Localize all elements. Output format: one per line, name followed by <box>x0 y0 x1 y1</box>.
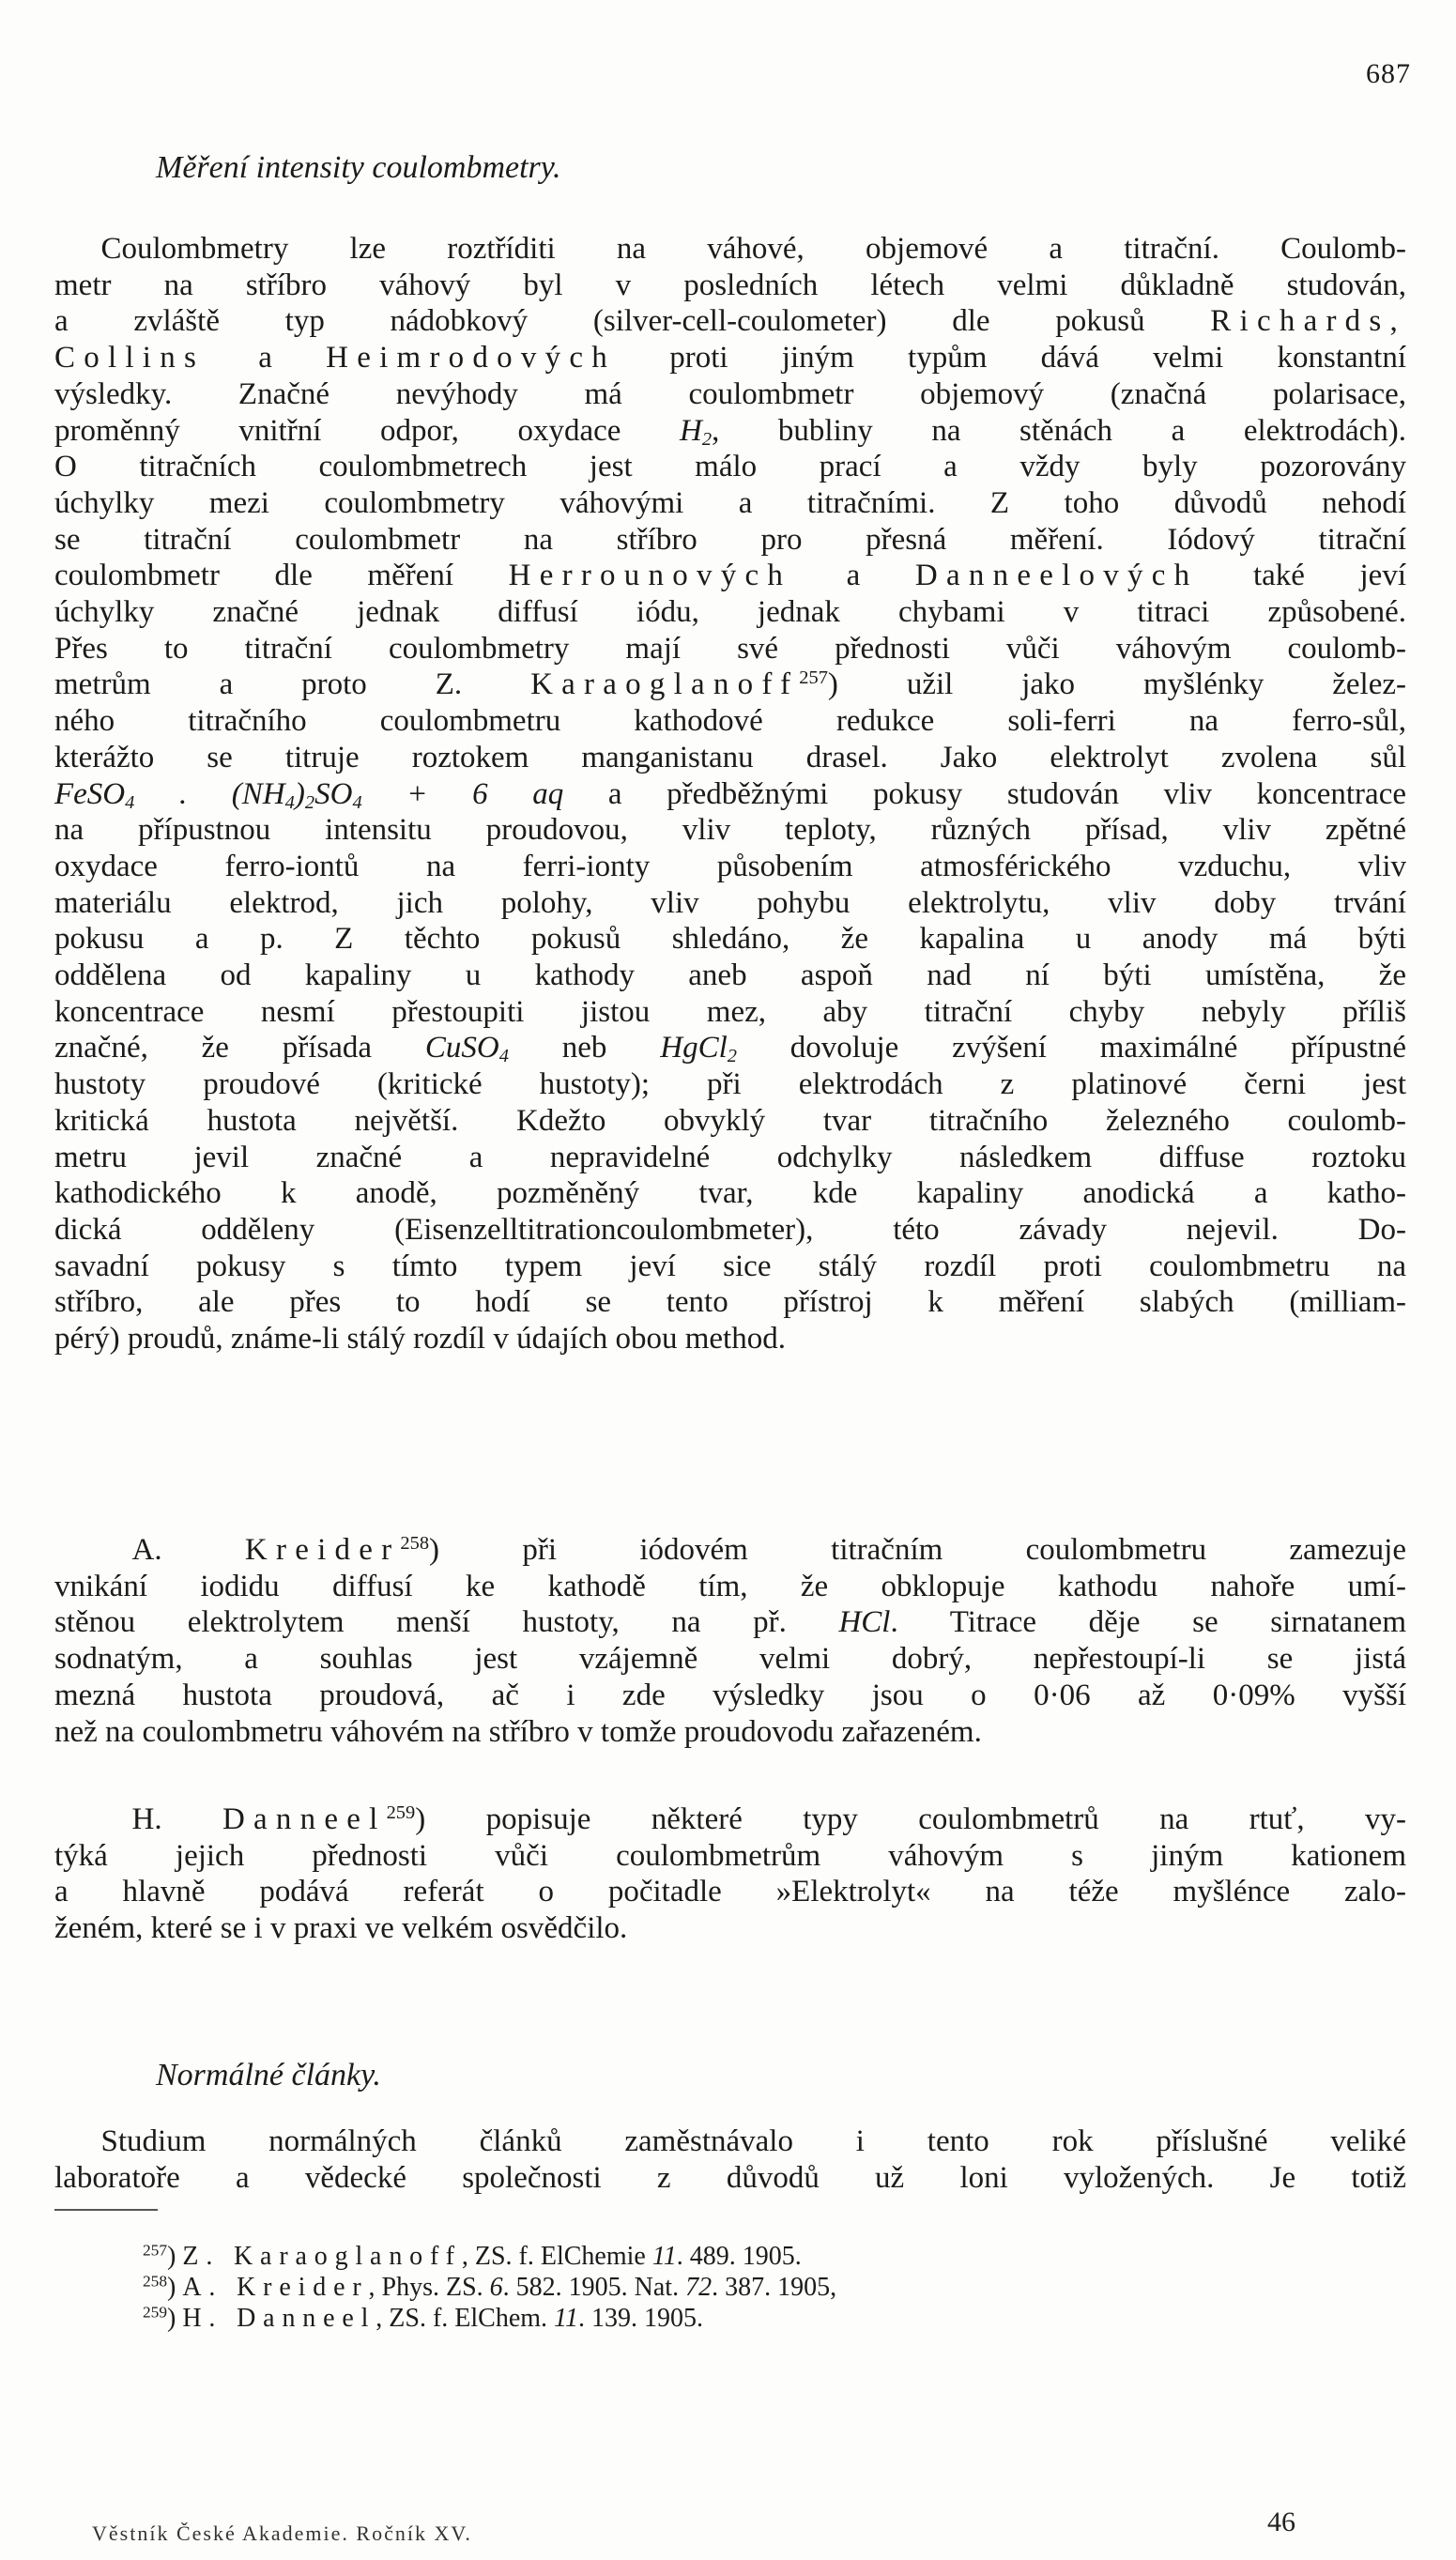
text-line: pokusu a p. Z těchto pokusů shledáno, že kapalina u anody má býti <box>54 922 1406 957</box>
text-line: ženém, které se i v praxi ve velkém osvědčilo. <box>54 1911 628 1946</box>
paragraph-kreider <box>54 1532 1406 1750</box>
author-name: Richards, <box>1210 304 1406 339</box>
section-heading-coulombmetry: Měření intensity coulombmetry. <box>156 150 561 185</box>
footnote-ref: 257 <box>799 667 828 689</box>
text-line: na přípustnou intensitu proudovou, vliv teploty, různých přísad, vliv zpětné <box>54 813 1406 848</box>
text-line: kritická hustota největší. Kdežto obvyklý tvar titračního železného coulomb- <box>54 1103 1406 1138</box>
text-line: pérý) proudů, známe-li stálý rozdíl v údajích obou method. <box>54 1322 786 1357</box>
formula: FeSO$_4$ . $(NH_4)_2SO_4 + 6$ aq <box>54 776 564 813</box>
text-line: Coulombmetry lze roztříditi na váhové, objemové a titrační. Coulomb- <box>100 232 1406 266</box>
text-line: úchylky mezi coulombmetry váhovými a titračními. Z toho důvodů nehodí <box>54 485 1406 520</box>
text-line: mezná hustota proudová, ač i zde výsledky jsou o 0·06 až 0·09% vyšší <box>54 1678 1406 1712</box>
text-line: A. Kreider$^{258}$) při iódovém titračním coulombmetru zamezuje <box>131 1532 1406 1567</box>
formula: HgCl$_2$ <box>660 1031 737 1067</box>
author-name: Danneelových <box>914 559 1199 593</box>
footnote-259: $^{259}$) H. Danneel, ZS. f. ElChem. 11. 139. 1905. <box>143 2303 703 2333</box>
text-line: metr na stříbro váhový byl v posledních létech velmi důkladně studován, <box>54 268 1406 302</box>
paragraph-danneel <box>54 1801 1406 1947</box>
text-line: Collins a Heimrodových proti jiným typům dává velmi konstantní <box>54 341 1406 376</box>
formula: HCl <box>838 1605 891 1640</box>
text-line: Studium normálných článků zaměstnávalo i tento rok příslušné veliké <box>100 2124 1406 2158</box>
text-line: značné, že přísada CuSO$_4$ neb HgCl$_2$ dovoluje zvýšení maximálné přípustné <box>54 1031 1406 1067</box>
text-line: laboratoře a vědecké společnosti z důvodů už loni vyložených. Je totiž <box>54 2160 1406 2195</box>
section-heading-normal-cells: Normálné články. <box>156 2058 381 2092</box>
author-name: Karaoglanoff <box>530 667 800 702</box>
footnote-mark: 257 <box>143 2241 168 2260</box>
paragraph-normal-cells <box>54 2123 1406 2196</box>
formula: CuSO$_4$ <box>424 1031 509 1067</box>
text-line: stěnou elektrolytem menší hustoty, na př. HCl. Titrace děje se sirnatanem <box>54 1605 1406 1640</box>
paragraph-coulombmetry-overview <box>54 231 1406 1357</box>
text-line: hustoty proudové (kritické hustoty); při elektrodách z platinové černi jest <box>54 1067 1406 1102</box>
author-name: Danneel <box>222 1802 387 1836</box>
text-line: materiálu elektrod, jich polohy, vliv pohybu elektrolytu, vliv doby trvání <box>54 885 1406 920</box>
text-line: a hlavně podává referát o počitadle »Elektrolyt« na téže myšlénce zalo- <box>54 1875 1406 1909</box>
page-number: 687 <box>1366 58 1411 89</box>
footnote-ref: 258 <box>400 1532 430 1554</box>
text-line: savadní pokusy s tímto typem jeví sice stálý rozdíl proti coulombmetru na <box>54 1249 1406 1283</box>
footnote-258: $^{258}$) A. Kreider, Phys. ZS. 6. 582. 1905. Nat. 72. 387. 1905, <box>143 2272 837 2302</box>
footnote-257: $^{257}$) Z. Karaoglanoff, ZS. f. ElChemie 11. 489. 1905. <box>143 2241 802 2271</box>
text-line: metru jevil značné a nepravidelné odchylky následkem diffuse roztoku <box>54 1140 1406 1174</box>
text-line: stříbro, ale přes to hodí se tento přístroj k měření slabých (milliam- <box>54 1285 1406 1320</box>
author-name: Collins <box>54 341 206 376</box>
text-line: kterážto se titruje roztokem manganistanu drasel. Jako elektrolyt zvolena sůl <box>54 740 1406 774</box>
text-line: a zvláště typ nádobkový (silver-cell-coulometer) dle pokusů Richards, <box>54 304 1406 339</box>
text-line: H. Danneel$^{259}$) popisuje některé typy coulombmetrů na rtuť, vy- <box>131 1801 1406 1836</box>
sheet-number: 46 <box>1267 2506 1295 2537</box>
text-line: týká jejich přednosti vůči coulombmetrům váhovým s jiným kationem <box>54 1838 1406 1873</box>
text-line: FeSO$_4$ . $(NH_4)_2SO_4 + 6$ aq a předběžnými pokusy studován vliv koncentrace <box>54 776 1406 813</box>
footnote-divider <box>54 2209 158 2211</box>
text-line: se titrační coulombmetr na stříbro pro přesná měření. Iódový titrační <box>54 522 1406 557</box>
text-line: vnikání iodidu diffusí ke kathodě tím, že obklopuje kathodu nahoře umí- <box>54 1569 1406 1603</box>
text-line: proměnný vnitřní odpor, oxydace $H_2$, bubliny na stěnách a elektrodách). <box>54 413 1406 450</box>
text-line: koncentrace nesmí přestoupiti jistou mez, aby titrační chyby nebyly příliš <box>54 994 1406 1029</box>
text-line: kathodického k anodě, pozměněný tvar, kde kapaliny anodická a katho- <box>54 1176 1406 1211</box>
text-line: oxydace ferro-iontů na ferri-ionty působením atmosférického vzduchu, vliv <box>54 849 1406 883</box>
author-name: Herrounových <box>508 559 792 593</box>
text-line: sodnatým, a souhlas jest vzájemně velmi dobrý, nepřestoupí-li se jistá <box>54 1642 1406 1677</box>
footnote-mark: 259 <box>143 2303 168 2322</box>
text-line: dická odděleny (Eisenzelltitrationcoulombmeter), této závady nejevil. Do- <box>54 1212 1406 1247</box>
journal-footer: Věstník České Akademie. Ročník XV. <box>92 2522 472 2545</box>
text-line: úchylky značné jednak diffusí iódu, jednak chybami v titraci způsobené. <box>54 595 1406 630</box>
author-name: Heimrodových <box>326 341 616 376</box>
text-line: oddělena od kapaliny u kathody aneb aspoň nad ní býti umístěna, že <box>54 958 1406 993</box>
text-line: coulombmetr dle měření Herrounových a Danneelových také jeví <box>54 559 1406 593</box>
text-line: metrům a proto Z. Karaoglanoff$^{257}$) užil jako myšlénky želez- <box>54 667 1406 702</box>
formula: $H_2$ <box>680 413 713 450</box>
author-name: Kreider <box>244 1533 401 1567</box>
text-line: Přes to titrační coulombmetry mají své přednosti vůči váhovým coulomb- <box>54 631 1406 666</box>
text-line: ného titračního coulombmetru kathodové redukce soli-ferri na ferro-sůl, <box>54 704 1406 739</box>
text-line: než na coulombmetru váhovém na stříbro v tomže proudovodu zařazeném. <box>54 1714 982 1749</box>
footnote-ref: 259 <box>386 1801 416 1823</box>
footnote-mark: 258 <box>143 2272 168 2291</box>
text-line: výsledky. Značné nevýhody má coulombmetr objemový (značná polarisace, <box>54 376 1406 411</box>
text-line: O titračních coulombmetrech jest málo prací a vždy byly pozorovány <box>54 450 1406 484</box>
